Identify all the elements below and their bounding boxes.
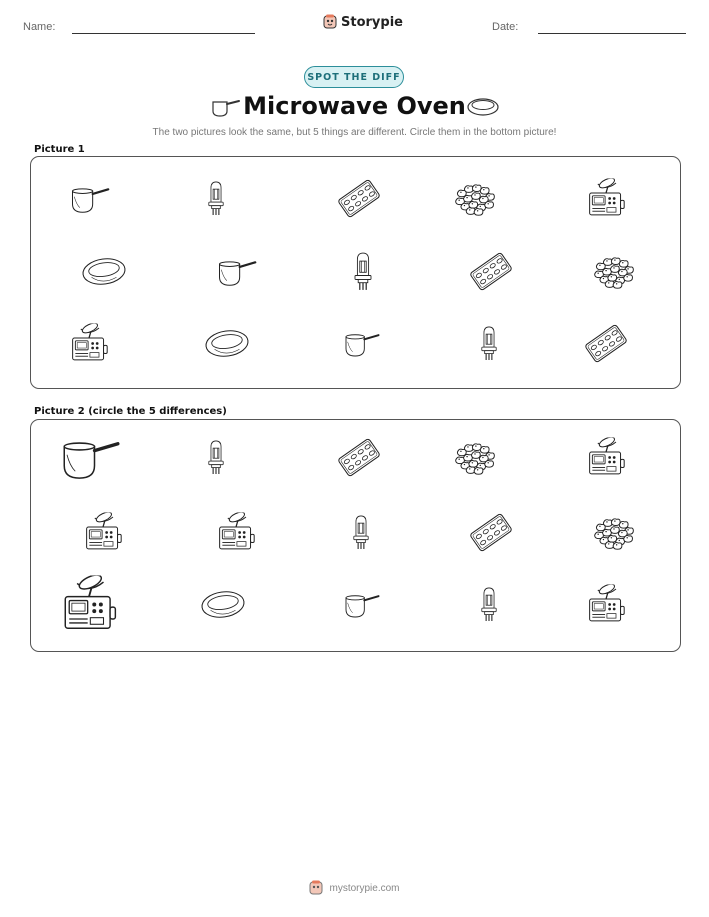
pot-icon [341,329,381,364]
control-panel-icon [581,325,631,368]
footer [0,880,709,896]
microwave-oven-icon[interactable] [586,438,626,483]
name-label: Name: [23,21,56,33]
date-field[interactable] [538,33,686,34]
microwave-oven-icon[interactable] [216,513,256,558]
title-bowl-icon [466,96,500,118]
bowl-icon [80,256,128,292]
spot-the-diff-badge: SPOT THE DIFF [304,66,404,88]
brand-logo [323,14,403,30]
popcorn-icon[interactable] [453,440,497,480]
pot-icon [214,255,258,293]
control-panel-icon[interactable] [466,514,516,557]
popcorn-icon [453,181,497,221]
picture1-label: Picture 1 [34,144,85,155]
popcorn-icon[interactable] [592,515,636,555]
bowl-icon [203,328,251,364]
date-label: Date: [492,21,519,33]
pot-icon[interactable] [56,433,122,488]
bowl-icon[interactable] [199,589,247,625]
footer-url: mystorypie.com [329,882,400,894]
magnetron-tube-icon[interactable] [478,587,500,628]
storypie-mascot-icon [309,880,323,896]
name-field[interactable] [72,33,255,34]
control-panel-icon[interactable] [334,439,384,482]
magnetron-tube-icon [478,326,500,367]
brand-name: Storypie [341,14,403,30]
magnetron-tube-icon[interactable] [205,440,227,481]
storypie-mascot-icon [323,14,337,30]
microwave-oven-icon[interactable] [83,513,123,558]
popcorn-icon [592,254,636,294]
pot-icon[interactable] [341,590,381,625]
control-panel-icon [466,253,516,296]
picture1-panel [30,156,681,389]
magnetron-tube-icon[interactable] [350,515,372,556]
picture2-label: Picture 2 (circle the 5 differences) [34,406,227,417]
microwave-oven-icon[interactable] [60,576,118,639]
instructions: The two pictures look the same, but 5 things are different. Circle them in the bottom picture! [152,127,557,138]
page-title: Microwave Oven [243,92,466,120]
pot-icon [67,182,111,220]
microwave-oven-icon [69,324,109,369]
magnetron-tube-icon [205,181,227,222]
microwave-oven-icon[interactable] [586,585,626,630]
picture2-panel[interactable] [30,419,681,652]
microwave-oven-icon [586,179,626,224]
magnetron-tube-icon [351,252,375,297]
control-panel-icon [334,180,384,223]
